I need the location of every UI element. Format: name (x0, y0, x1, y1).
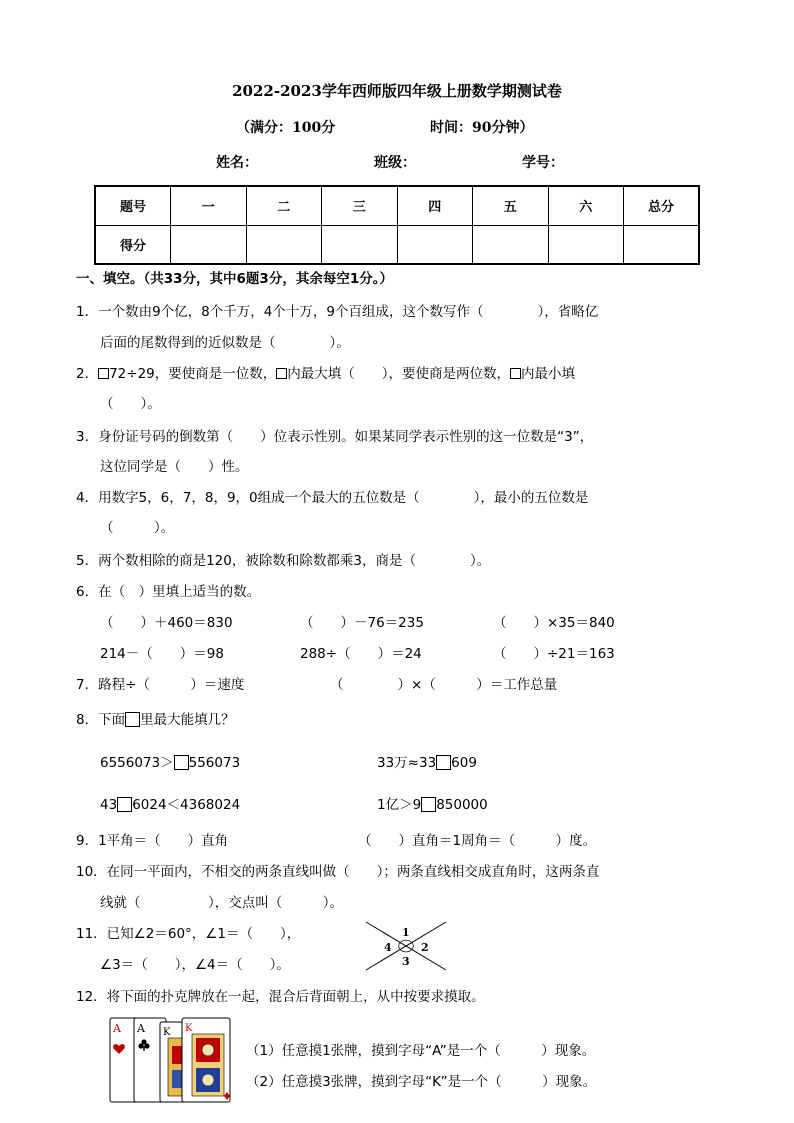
table-cell: 二 (246, 186, 322, 225)
equation: （ ）÷21＝163 (493, 646, 615, 662)
page-title: 2022-2023学年西师版四年级上册数学期测试卷 (232, 82, 562, 100)
question-4-line-2: （ ）。 (100, 520, 175, 536)
compare-item (377, 793, 488, 813)
table-cell: 得分 (95, 225, 171, 264)
table-row (95, 186, 699, 225)
blank-box-icon (117, 797, 132, 812)
angle-label-2: 2 (421, 941, 429, 954)
question-9-a: 9．1平角＝（ ）直角 (76, 833, 229, 849)
id-label: 学号： (522, 155, 564, 171)
table-cell: 三 (322, 186, 398, 225)
name-label: 姓名： (216, 155, 258, 171)
angle-arc (399, 943, 400, 949)
question-2-line-2: （ ）。 (100, 396, 161, 412)
question-1-line-2: 后面的尾数得到的近似数是（ ）。 (100, 335, 350, 351)
compare-item (100, 751, 240, 771)
angle-arc (400, 940, 412, 943)
question-11-line-2: ∠3＝（ ），∠4＝（ ）。 (100, 957, 290, 973)
score-table (94, 185, 700, 265)
card-rank: A (137, 1022, 145, 1035)
blank-box-icon (276, 368, 287, 379)
equation: （ ）×35＝840 (493, 615, 615, 631)
question-8 (76, 708, 235, 728)
score-input-cell[interactable] (171, 225, 247, 264)
section-heading: 一、填空。（共33分，其中6题3分，其余每空1分。） (76, 271, 393, 287)
full-score: （满分：100分 (236, 120, 336, 136)
intersecting-lines-diagram (364, 920, 448, 972)
question-1-line-1: 1．一个数由9个亿，8个千万，4个十万，9个百组成，这个数写作（ ），省略亿 (76, 304, 599, 320)
question-2-line-1 (76, 362, 575, 382)
table-cell: 题号 (95, 186, 171, 225)
angle-label-3: 3 (402, 955, 410, 968)
q8-d2: 850000 (436, 797, 488, 813)
q8-text-a: 8．下面 (76, 712, 126, 728)
question-3-line-2: 这位同学是（ ）性。 (100, 459, 249, 475)
q8-c2: 6024＜4368024 (132, 797, 241, 813)
question-12-sub-1: （1）任意摸1张牌，摸到字母“A”是一个（ ）现象。 (246, 1043, 596, 1059)
blank-box-icon (436, 755, 451, 770)
class-label: 班级： (374, 155, 416, 171)
q8-b2: 609 (451, 755, 477, 771)
card-king-diamonds (182, 1018, 230, 1102)
card-rank: K (185, 1023, 193, 1034)
question-7-a: 7．路程÷（ ）＝速度 (76, 677, 245, 693)
angle-label-1: 1 (402, 926, 410, 939)
q8-text-b: 里最大能填几？ (140, 712, 235, 728)
question-3-line-1: 3．身份证号码的倒数第（ ）位表示性别。如果某同学表示性别的这一位数是“3”， (76, 429, 594, 445)
score-input-cell[interactable] (473, 225, 549, 264)
face-icon (202, 1074, 214, 1086)
q8-c1: 43 (100, 797, 118, 813)
blank-box-icon (421, 797, 436, 812)
score-input-cell[interactable] (548, 225, 624, 264)
score-input-cell[interactable] (397, 225, 473, 264)
table-cell: 五 (473, 186, 549, 225)
question-7-b: （ ）×（ ）＝工作总量 (330, 677, 558, 693)
compare-item (377, 751, 477, 771)
equation: 214－（ ）＝98 (100, 646, 224, 662)
question-9-b: （ ）直角＝1周角＝（ ）度。 (358, 833, 597, 849)
angle-label-4: 4 (384, 941, 392, 954)
question-10-line-1: 10．在同一平面内，不相交的两条直线叫做（ ）；两条直线相交成直角时，这两条直 (76, 864, 600, 880)
table-cell: 六 (548, 186, 624, 225)
playing-cards-image (108, 1016, 234, 1104)
question-12: 12．将下面的扑克牌放在一起，混合后背面朝上，从中按要求摸取。 (76, 989, 485, 1005)
card-rank: A (113, 1022, 121, 1035)
score-input-cell[interactable] (246, 225, 322, 264)
compare-item (100, 793, 240, 813)
q2-text-a: 72÷29，要使商是一位数， (109, 366, 277, 382)
equation: （ ）＋460＝830 (100, 615, 233, 631)
blank-box-icon (125, 712, 140, 727)
table-cell: 一 (171, 186, 247, 225)
q8-a2: 556073 (188, 755, 241, 771)
table-cell: 总分 (624, 186, 700, 225)
question-5: 5．两个数相除的商是120，被除数和除数都乘3，商是（ ）。 (76, 553, 491, 569)
table-row (95, 225, 699, 264)
table-cell: 四 (397, 186, 473, 225)
equation: （ ）－76＝235 (300, 615, 424, 631)
score-input-cell[interactable] (624, 225, 700, 264)
q2-num: 2． (76, 366, 99, 382)
exam-time: 时间：90分钟） (430, 120, 534, 136)
angle-arc (412, 943, 413, 949)
face-icon (202, 1044, 214, 1056)
question-11-line-1: 11．已知∠2＝60°，∠1＝（ ）， (76, 926, 301, 942)
blank-box-icon (98, 368, 109, 379)
score-input-cell[interactable] (322, 225, 398, 264)
q8-a1: 6556073＞ (100, 755, 174, 771)
question-6: 6．在（ ）里填上适当的数。 (76, 584, 261, 600)
q8-d1: 1亿＞9 (377, 797, 422, 813)
question-12-sub-2: （2）任意摸3张牌，摸到字母“K”是一个（ ）现象。 (246, 1074, 597, 1090)
q2-text-b: 内最大填（ ），要使商是两位数， (287, 366, 511, 382)
question-4-line-1: 4．用数字5，6，7，8，9，0组成一个最大的五位数是（ ），最小的五位数是 (76, 490, 589, 506)
equation: 288÷（ ）＝24 (300, 646, 422, 662)
question-10-line-2: 线就（ ），交点叫（ ）。 (100, 895, 343, 911)
q8-b1: 33万≈33 (377, 755, 437, 771)
q2-text-c: 内最小填 (521, 366, 576, 382)
angle-arc (400, 949, 412, 952)
blank-box-icon (174, 755, 189, 770)
blank-box-icon (510, 368, 521, 379)
card-rank: K (163, 1027, 171, 1038)
